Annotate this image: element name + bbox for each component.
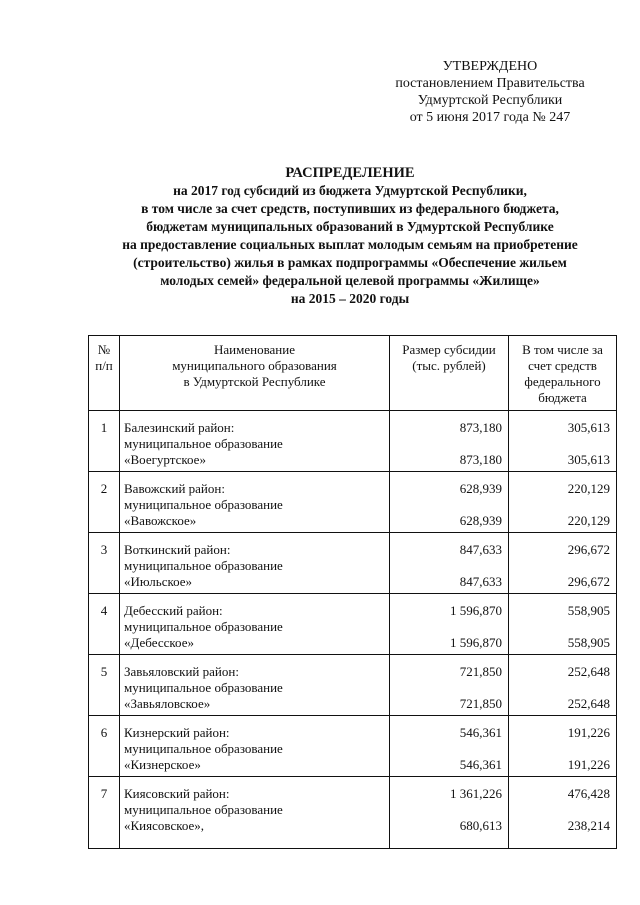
- amount-value: 873,180: [459, 452, 502, 467]
- header-text: Наименование: [214, 342, 295, 357]
- row-municipality: [120, 533, 390, 594]
- federal-value: 252,648: [567, 664, 610, 679]
- row-federal: [509, 411, 617, 472]
- district-name: Кизнерский район:: [124, 725, 230, 740]
- header-text: Размер субсидии: [402, 342, 496, 357]
- amount-value: 847,633: [459, 574, 502, 589]
- amount-value: 721,850: [459, 696, 502, 711]
- row-municipality: [120, 594, 390, 655]
- row-federal: [509, 594, 617, 655]
- mo-label: муниципальное образование: [124, 741, 283, 756]
- table-row: [89, 777, 617, 849]
- approval-stamp: [380, 58, 600, 126]
- amount-value: 546,361: [459, 725, 502, 740]
- title-line: молодых семей» федеральной целевой программы «Жилище»: [160, 273, 540, 288]
- table-row: [89, 594, 617, 655]
- table-body: [89, 411, 617, 849]
- mo-label: муниципальное образование: [124, 802, 283, 817]
- federal-value: 220,129: [567, 481, 610, 496]
- district-name: Дебесский район:: [124, 603, 223, 618]
- table-row: [89, 472, 617, 533]
- row-number: 6: [89, 716, 120, 777]
- title-line: на предоставление социальных выплат молодым семьям на приобретение: [122, 237, 578, 252]
- amount-value: 847,633: [459, 542, 502, 557]
- title-line: на 2017 год субсидий из бюджета Удмуртской Республики,: [173, 183, 527, 198]
- mo-name: «Вавожское»: [124, 513, 197, 528]
- document-title: [80, 164, 620, 308]
- amount-value: 628,939: [459, 481, 502, 496]
- district-name: Вавожский район:: [124, 481, 225, 496]
- amount-value: 680,613: [459, 818, 502, 833]
- federal-value: 296,672: [567, 574, 610, 589]
- title-line: на 2015 – 2020 годы: [290, 291, 410, 306]
- title-heading: РАСПРЕДЕЛЕНИЕ: [285, 165, 415, 181]
- federal-value: 558,905: [567, 603, 610, 618]
- subsidy-table: [88, 335, 617, 849]
- row-number: 3: [89, 533, 120, 594]
- district-name: Балезинский район:: [124, 420, 235, 435]
- district-name: Воткинский район:: [124, 542, 231, 557]
- row-municipality: [120, 411, 390, 472]
- mo-label: муниципальное образование: [124, 497, 283, 512]
- approval-line: УТВЕРЖДЕНО: [442, 59, 538, 74]
- mo-name: «Июльское»: [124, 574, 193, 589]
- header-text: федерального: [524, 374, 601, 389]
- federal-value: 191,226: [567, 757, 610, 772]
- row-amount: [390, 655, 509, 716]
- federal-value: 305,613: [567, 452, 610, 467]
- row-municipality: [120, 472, 390, 533]
- header-text: бюджета: [538, 390, 587, 405]
- row-municipality: [120, 716, 390, 777]
- row-number: 7: [89, 777, 120, 849]
- federal-value: 252,648: [567, 696, 610, 711]
- row-federal: [509, 533, 617, 594]
- amount-value: 546,361: [459, 757, 502, 772]
- table-row: [89, 411, 617, 472]
- row-number: 5: [89, 655, 120, 716]
- row-municipality: [120, 777, 390, 849]
- row-federal: [509, 472, 617, 533]
- table-row: [89, 533, 617, 594]
- header-num: [89, 336, 120, 411]
- header-text: п/п: [95, 358, 113, 373]
- approval-line: Удмуртской Республики: [417, 93, 563, 108]
- header-federal: [509, 336, 617, 411]
- district-name: Киясовский район:: [124, 786, 230, 801]
- row-federal: [509, 655, 617, 716]
- table-row: [89, 716, 617, 777]
- mo-name: «Воегуртское»: [124, 452, 206, 467]
- header-text: В том числе за: [522, 342, 603, 357]
- mo-label: муниципальное образование: [124, 558, 283, 573]
- header-text: (тыс. рублей): [412, 358, 486, 373]
- header-text: счет средств: [528, 358, 597, 373]
- title-line: в том числе за счет средств, поступивших из федерального бюджета,: [141, 201, 559, 216]
- title-line: (строительство) жилья в рамках подпрограммы «Обеспечение жильем: [133, 255, 567, 270]
- approval-line: от 5 июня 2017 года № 247: [409, 110, 571, 125]
- mo-name: «Кизнерское»: [124, 757, 201, 772]
- header-text: в Удмуртской Республике: [183, 374, 326, 389]
- title-line: бюджетам муниципальных образований в Удмуртской Республике: [146, 219, 554, 234]
- federal-value: 558,905: [567, 635, 610, 650]
- row-federal: [509, 716, 617, 777]
- mo-label: муниципальное образование: [124, 436, 283, 451]
- mo-label: муниципальное образование: [124, 619, 283, 634]
- header-text: №: [97, 342, 111, 357]
- mo-name: «Киясовское»,: [124, 818, 205, 833]
- table-header-row: [89, 336, 617, 411]
- header-name: [120, 336, 390, 411]
- row-amount: [390, 716, 509, 777]
- row-number: 2: [89, 472, 120, 533]
- mo-name: «Дебесское»: [124, 635, 194, 650]
- amount-value: 1 596,870: [450, 635, 502, 650]
- row-number: 1: [89, 411, 120, 472]
- federal-value: 220,129: [567, 513, 610, 528]
- header-text: муниципального образования: [172, 358, 337, 373]
- row-number: 4: [89, 594, 120, 655]
- amount-value: 628,939: [459, 513, 502, 528]
- table-row: [89, 655, 617, 716]
- amount-value: 1 361,226: [450, 786, 502, 801]
- federal-value: 191,226: [567, 725, 610, 740]
- amount-value: 1 596,870: [450, 603, 502, 618]
- mo-label: муниципальное образование: [124, 680, 283, 695]
- row-amount: [390, 472, 509, 533]
- header-amount: [390, 336, 509, 411]
- amount-value: 873,180: [459, 420, 502, 435]
- row-amount: [390, 594, 509, 655]
- amount-value: 721,850: [459, 664, 502, 679]
- row-federal: [509, 777, 617, 849]
- federal-value: 305,613: [567, 420, 610, 435]
- row-amount: [390, 777, 509, 849]
- row-amount: [390, 533, 509, 594]
- federal-value: 296,672: [567, 542, 610, 557]
- federal-value: 476,428: [567, 786, 610, 801]
- federal-value: 238,214: [567, 818, 610, 833]
- row-amount: [390, 411, 509, 472]
- row-municipality: [120, 655, 390, 716]
- district-name: Завьяловский район:: [124, 664, 239, 679]
- approval-line: постановлением Правительства: [395, 76, 585, 91]
- mo-name: «Завьяловское»: [124, 696, 211, 711]
